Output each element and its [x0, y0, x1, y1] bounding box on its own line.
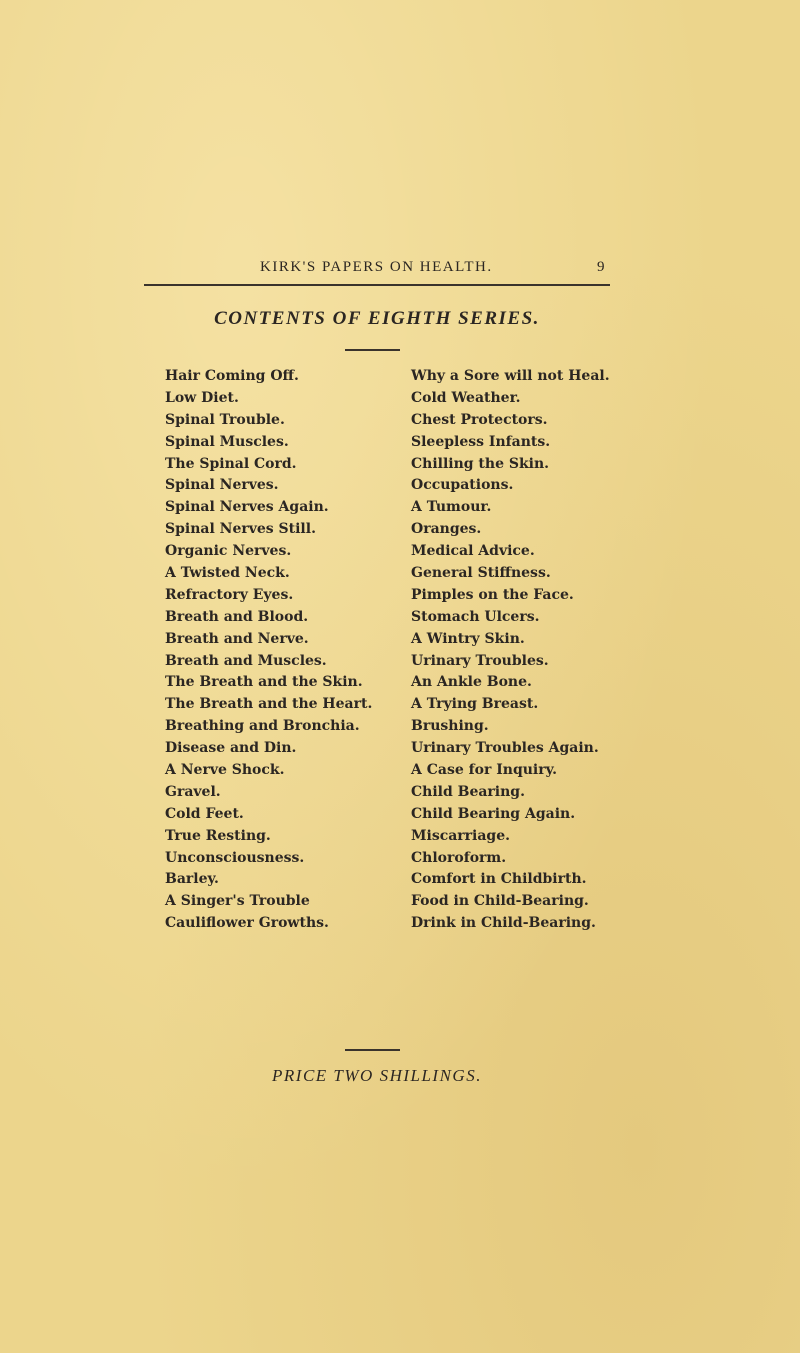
- contents-entry: The Breath and the Heart.: [165, 696, 373, 713]
- contents-entry: Oranges.: [411, 521, 482, 538]
- contents-entry: A Nerve Shock.: [165, 762, 285, 779]
- page-number: 9: [597, 259, 605, 275]
- contents-entry: A Tumour.: [411, 499, 492, 516]
- contents-entry: Spinal Nerves Again.: [165, 499, 329, 516]
- contents-entry: Spinal Nerves Still.: [165, 521, 316, 538]
- contents-entry: Unconsciousness.: [165, 849, 305, 866]
- contents-entry: Organic Nerves.: [165, 543, 292, 560]
- contents-entry: Spinal Nerves.: [165, 477, 279, 494]
- contents-entry: Why a Sore will not Heal.: [411, 368, 610, 384]
- contents-entry: Pimples on the Face.: [411, 586, 574, 603]
- contents-entry: Drink in Child-Bearing.: [411, 915, 596, 932]
- contents-entry: Breathing and Bronchia.: [165, 718, 360, 735]
- contents-entry: Comfort in Childbirth.: [411, 871, 587, 888]
- contents-entry: Chilling the Skin.: [411, 455, 550, 472]
- contents-right-column: [411, 366, 610, 935]
- contents-entry: The Breath and the Skin.: [165, 674, 363, 691]
- contents-entry: True Resting.: [165, 827, 271, 844]
- contents-entry: An Ankle Bone.: [411, 674, 532, 691]
- contents-entry: Stomach Ulcers.: [411, 608, 540, 625]
- contents-entry: Sleepless Infants.: [411, 433, 551, 450]
- contents-left-column: [165, 366, 372, 935]
- contents-entry: A Twisted Neck.: [165, 565, 290, 582]
- price-line: PRICE TWO SHILLINGS.: [272, 1066, 482, 1085]
- contents-entry: Breath and Muscles.: [165, 652, 327, 669]
- contents-entry: Food in Child-Bearing.: [411, 893, 589, 910]
- contents-entry: A Singer's Trouble: [165, 893, 310, 910]
- contents-entry: Cauliflower Growths.: [165, 915, 329, 932]
- contents-entry: Disease and Din.: [165, 740, 297, 757]
- contents-entry: Breath and Nerve.: [165, 630, 309, 647]
- contents-entry: A Wintry Skin.: [411, 630, 525, 647]
- contents-entry: Medical Advice.: [411, 543, 535, 560]
- contents-entry: Miscarriage.: [411, 827, 511, 844]
- title-divider: [345, 349, 400, 351]
- contents-entry: Hair Coming Off.: [165, 368, 299, 384]
- contents-title: CONTENTS OF EIGHTH SERIES.: [214, 308, 540, 329]
- contents-entry: Cold Feet.: [165, 805, 244, 822]
- contents-entry: Occupations.: [411, 477, 514, 494]
- contents-entry: Spinal Muscles.: [165, 433, 289, 450]
- contents-entry: Gravel.: [165, 783, 221, 800]
- contents-entry: General Stiffness.: [411, 565, 551, 582]
- contents-entry: The Spinal Cord.: [165, 455, 297, 472]
- contents-entry: Refractory Eyes.: [165, 586, 294, 603]
- contents-entry: Child Bearing Again.: [411, 805, 576, 822]
- contents-entry: Chloroform.: [411, 849, 507, 866]
- contents-entry: Cold Weather.: [411, 389, 521, 406]
- contents-entry: Child Bearing.: [411, 783, 525, 800]
- contents-entry: A Case for Inquiry.: [411, 762, 558, 779]
- contents-entry: Breath and Blood.: [165, 608, 309, 625]
- header-rule: [144, 284, 610, 286]
- contents-entry: Brushing.: [411, 718, 489, 735]
- contents-entry: A Trying Breast.: [411, 696, 539, 713]
- running-head: KIRK'S PAPERS ON HEALTH.: [260, 259, 493, 275]
- contents-entry: Urinary Troubles Again.: [411, 740, 599, 757]
- contents-entry: Low Diet.: [165, 389, 239, 406]
- contents-end-divider: [345, 1049, 400, 1051]
- contents-entry: Chest Protectors.: [411, 411, 548, 428]
- contents-entry: Spinal Trouble.: [165, 411, 285, 428]
- contents-entry: Urinary Troubles.: [411, 652, 549, 669]
- contents-entry: Barley.: [165, 871, 219, 888]
